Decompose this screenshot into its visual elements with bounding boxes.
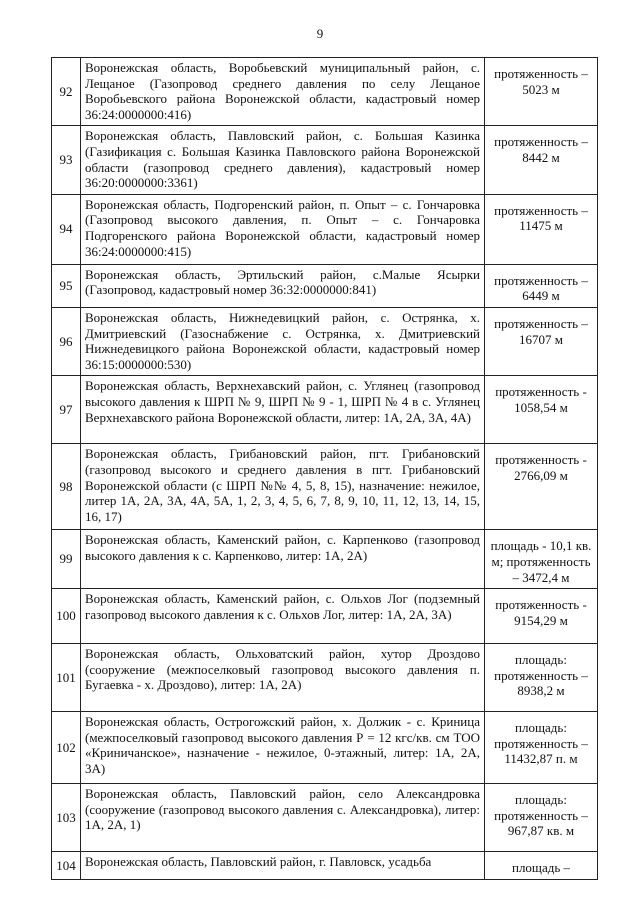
table-row-101 <box>52 644 598 712</box>
row-extent: площадь - 10,1 кв. м; протяженность – 3472,4 м <box>485 530 598 589</box>
row-number: 102 <box>52 712 81 784</box>
row-number: 92 <box>52 58 81 126</box>
table-row-102 <box>52 712 598 784</box>
row-extent: площадь: протяженность – 8938,2 м <box>485 644 598 712</box>
row-number: 103 <box>52 784 81 852</box>
row-extent: протяженность – 5023 м <box>485 58 598 126</box>
row-number: 95 <box>52 264 81 307</box>
row-description: Воронежская область, Каменский район, с. Ольхов Лог (подземный газопровод высокого давления к с. Ольхов Лог, литер: 1А, 2А, 3А) <box>81 589 485 644</box>
row-number: 104 <box>52 852 81 880</box>
row-extent: протяженность - 1058,54 м <box>485 376 598 444</box>
page-number: 9 <box>316 26 324 41</box>
table-row-104 <box>52 852 598 880</box>
table-row-92 <box>52 58 598 126</box>
table-row-93 <box>52 126 598 194</box>
registry-table <box>51 57 598 880</box>
registry-table-body <box>52 58 598 880</box>
table-row-97 <box>52 376 598 444</box>
row-number: 101 <box>52 644 81 712</box>
row-description: Воронежская область, Воробьевский муниципальный район, с. Лещаное (Газопровод среднего давления по селу Лещаное Воробьевского района Воронежской области, кадастровый номер 36:24:0000000:416) <box>81 58 485 126</box>
row-number: 94 <box>52 194 81 264</box>
table-row-103 <box>52 784 598 852</box>
table-row-94 <box>52 194 598 264</box>
row-description: Воронежская область, Павловский район, с. Большая Казинка (Газификация с. Большая Казинка Павловского района Воронежской области (газопровод среднего давления), кадастровый номер 36:20:0000000:3361) <box>81 126 485 194</box>
table-row-98 <box>52 444 598 530</box>
row-extent: протяженность - 2766,09 м <box>485 444 598 530</box>
table-row-100 <box>52 589 598 644</box>
row-description: Воронежская область, Острогожский район, х. Должик - с. Криница (межпоселковый газопровод высокого давления Р = 12 кгс/кв. см ТОО «Криничанское», назначение - нежилое, 0-этажный, литер: 1А, 2А, 3А) <box>81 712 485 784</box>
row-description: Воронежская область, Подгоренский район, п. Опыт – с. Гончаровка (Газопровод высокого давления, п. Опыт – с. Гончаровка Подгоренского района Воронежской области, кадастровый номер 36:24:0000000:415) <box>81 194 485 264</box>
table-row-95 <box>52 264 598 307</box>
row-number: 93 <box>52 126 81 194</box>
row-extent: протяженность – 6449 м <box>485 264 598 307</box>
row-extent: площадь – <box>485 852 598 880</box>
row-number: 99 <box>52 530 81 589</box>
row-extent: протяженность – 8442 м <box>485 126 598 194</box>
row-extent: площадь: протяженность – 11432,87 п. м <box>485 712 598 784</box>
table-row-99 <box>52 530 598 589</box>
row-number: 96 <box>52 307 81 375</box>
row-extent: протяженность – 11475 м <box>485 194 598 264</box>
row-description: Воронежская область, Верхнехавский район, с. Углянец (газопровод высокого давления к ШРП № 9, ШРП № 9 - 1, ШРП № 4 в с. Углянец Верхнехавского района Воронежской области, литер: 1А, 2А, 3А, 4А) <box>81 376 485 444</box>
row-description: Воронежская область, Каменский район, с. Карпенково (газопровод высокого давления к с. Карпенково, литер: 1А, 2А) <box>81 530 485 589</box>
row-description: Воронежская область, Ольховатский район, хутор Дроздово (сооружение (межпоселковый газопровод высокого давления п. Бугаевка - х. Дроздово), литер: 1А, 2А) <box>81 644 485 712</box>
row-extent: площадь: протяженность – 967,87 кв. м <box>485 784 598 852</box>
row-description: Воронежская область, Нижнедевицкий район, с. Острянка, х. Дмитриевский (Газоснабжение с. Острянка, х. Дмитриевский Нижнедевицкого района Воронежской области, кадастровый номер 36:15:0000000:530) <box>81 307 485 375</box>
row-extent: протяженность – 16707 м <box>485 307 598 375</box>
row-number: 100 <box>52 589 81 644</box>
row-number: 97 <box>52 376 81 444</box>
row-description: Воронежская область, Павловский район, г. Павловск, усадьба <box>81 852 485 880</box>
row-description: Воронежская область, Павловский район, село Александровка (сооружение (газопровод высокого давления с. Александровка), литер: 1А, 2А, 1) <box>81 784 485 852</box>
row-description: Воронежская область, Грибановский район, пгт. Грибановский (газопровод высокого и среднего давления в пгт. Грибановский Воронежской области (с ШРП №№ 4, 5, 8, 15), назначение: нежилое, литер 1А, 2А, 3А, 4А, 5А, 1, 2, 3, 4, 5, 6, 7, 8, 9, 10, 11, 12, 13, 14, 15, 16, 17) <box>81 444 485 530</box>
table-row-96 <box>52 307 598 375</box>
row-description: Воронежская область, Эртильский район, с.Малые Ясырки (Газопровод, кадастровый номер 36:32:0000000:841) <box>81 264 485 307</box>
row-number: 98 <box>52 444 81 530</box>
row-extent: протяженность - 9154,29 м <box>485 589 598 644</box>
